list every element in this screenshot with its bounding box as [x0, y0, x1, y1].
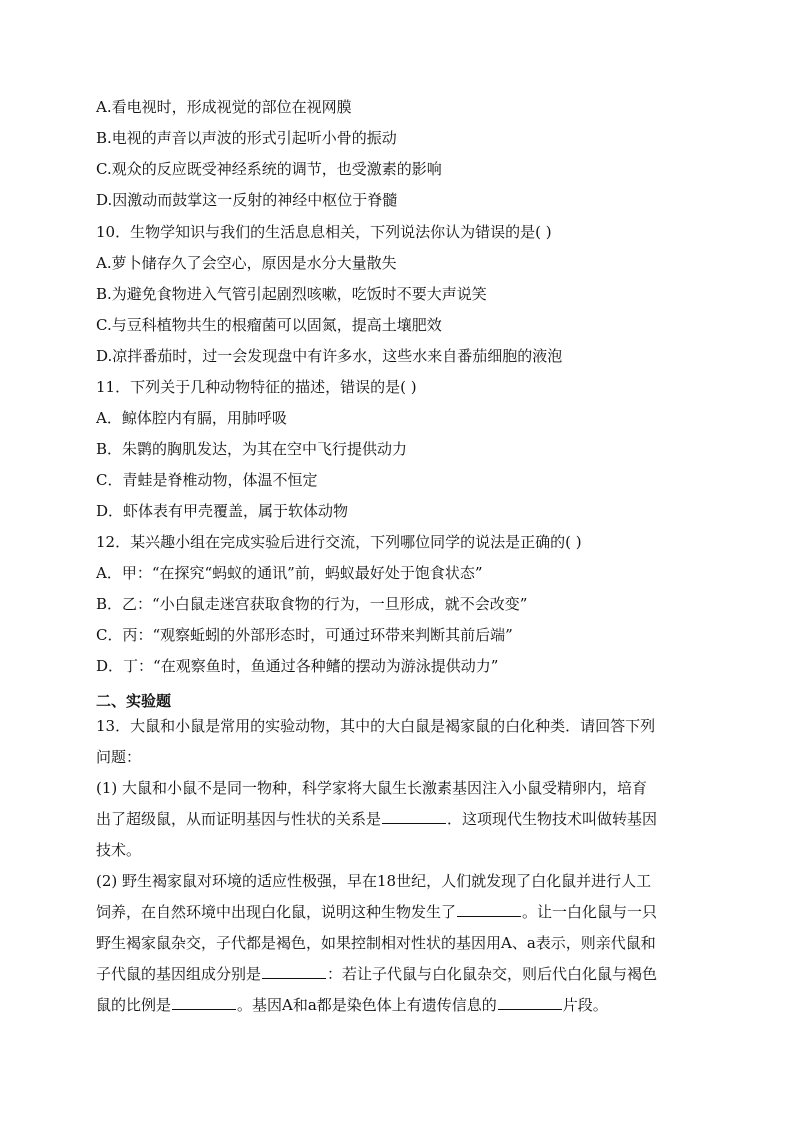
q13-part2-line5-text-a: 鼠的比例是: [96, 996, 172, 1014]
q13-part2-line4-text-b: ：若让子代鼠与白化鼠杂交，则后代白化鼠与褐色: [327, 965, 658, 983]
q13-stem-line2: 问题：: [96, 748, 142, 766]
answer-blank-2[interactable]: [457, 902, 521, 917]
q13-part2-line5-text-c: 片段。: [562, 996, 608, 1014]
q12-option-c: C．丙：“观察蚯蚓的外部形态时，可通过环带来判断其前后端”: [96, 626, 513, 644]
q13-stem-line1: 13．大鼠和小鼠是常用的实验动物，其中的大白鼠是褐家鼠的白化种类．请回答下列: [96, 717, 656, 735]
answer-blank-4[interactable]: [172, 995, 236, 1010]
q13-part1-line3: 技术。: [96, 841, 142, 859]
q10-option-c: C.与豆科植物共生的根瘤菌可以固氮，提高土壤肥效: [96, 316, 442, 334]
q13-part2-line4: [96, 964, 657, 984]
q10-option-b: B.为避免食物进入气管引起剧烈咳嗽，吃饭时不要大声说笑: [96, 285, 487, 303]
q13-part2-line1: (2) 野生褐家鼠对环境的适应性极强，早在18世纪，人们就发现了白化鼠并进行人工: [96, 872, 652, 890]
q11-option-a: A．鲸体腔内有膈，用肺呼吸: [96, 409, 287, 427]
q13-part2-line2-text-b: 。让一白化鼠与一只: [522, 903, 658, 921]
q10-stem: 10．生物学知识与我们的生活息息相关，下列说法你认为错误的是( ): [96, 223, 552, 241]
q11-option-c: C．青蛙是脊椎动物，体温不恒定: [96, 471, 318, 489]
q13-part2-line5: [96, 995, 608, 1015]
q13-part1-line2-text-b: ．这项现代生物技术叫做转基因: [447, 810, 658, 828]
q13-part2-line3: 野生褐家鼠杂交，子代都是褐色，如果控制相对性状的基因用A、a表示，则亲代鼠和: [96, 934, 656, 952]
q13-part2-line2: [96, 902, 657, 922]
answer-blank-1[interactable]: [382, 809, 446, 824]
q13-part2-line4-text-a: 子代鼠的基因组成分别是: [96, 965, 262, 983]
q10-option-a: A.萝卜储存久了会空心，原因是水分大量散失: [96, 254, 397, 272]
q9-option-d: D.因激动而鼓掌这一反射的神经中枢位于脊髓: [96, 191, 398, 209]
q11-option-b: B．朱鹮的胸肌发达，为其在空中飞行提供动力: [96, 440, 408, 458]
q12-option-a: A．甲：“在探究“蚂蚁的通讯”前，蚂蚁最好处于饱食状态”: [96, 564, 483, 582]
q10-option-d: D.凉拌番茄时，过一会发现盘中有许多水，这些水来自番茄细胞的液泡: [96, 347, 563, 365]
answer-blank-3[interactable]: [262, 964, 326, 979]
section-heading: 二、实验题: [96, 692, 172, 710]
q13-part1-line1: (1) 大鼠和小鼠不是同一物种，科学家将大鼠生长激素基因注入小鼠受精卵内，培育: [96, 779, 648, 797]
q11-stem: 11．下列关于几种动物特征的描述，错误的是( ): [96, 378, 417, 396]
q12-stem: 12．某兴趣小组在完成实验后进行交流，下列哪位同学的说法是正确的( ): [96, 533, 582, 551]
answer-blank-5[interactable]: [498, 995, 562, 1010]
q12-option-b: B．乙：“小白鼠走迷宫获取食物的行为，一旦形成，就不会改变”: [96, 595, 528, 613]
q13-part2-line5-text-b: 。基因A和a都是染色体上有遗传信息的: [237, 996, 497, 1014]
q13-part1-line2-text-a: 出了超级鼠，从而证明基因与性状的关系是: [96, 810, 382, 828]
q12-option-d: D．丁：“在观察鱼时，鱼通过各种鳍的摆动为游泳提供动力”: [96, 657, 499, 675]
q9-option-a: A.看电视时，形成视觉的部位在视网膜: [96, 98, 352, 116]
q9-option-c: C.观众的反应既受神经系统的调节，也受激素的影响: [96, 160, 442, 178]
q9-option-b: B.电视的声音以声波的形式引起听小骨的振动: [96, 129, 397, 147]
q11-option-d: D．虾体表有甲壳覆盖，属于软体动物: [96, 502, 349, 520]
q13-part2-line2-text-a: 饲养，在自然环境中出现白化鼠，说明这种生物发生了: [96, 903, 457, 921]
q13-part1-line2: [96, 809, 657, 829]
